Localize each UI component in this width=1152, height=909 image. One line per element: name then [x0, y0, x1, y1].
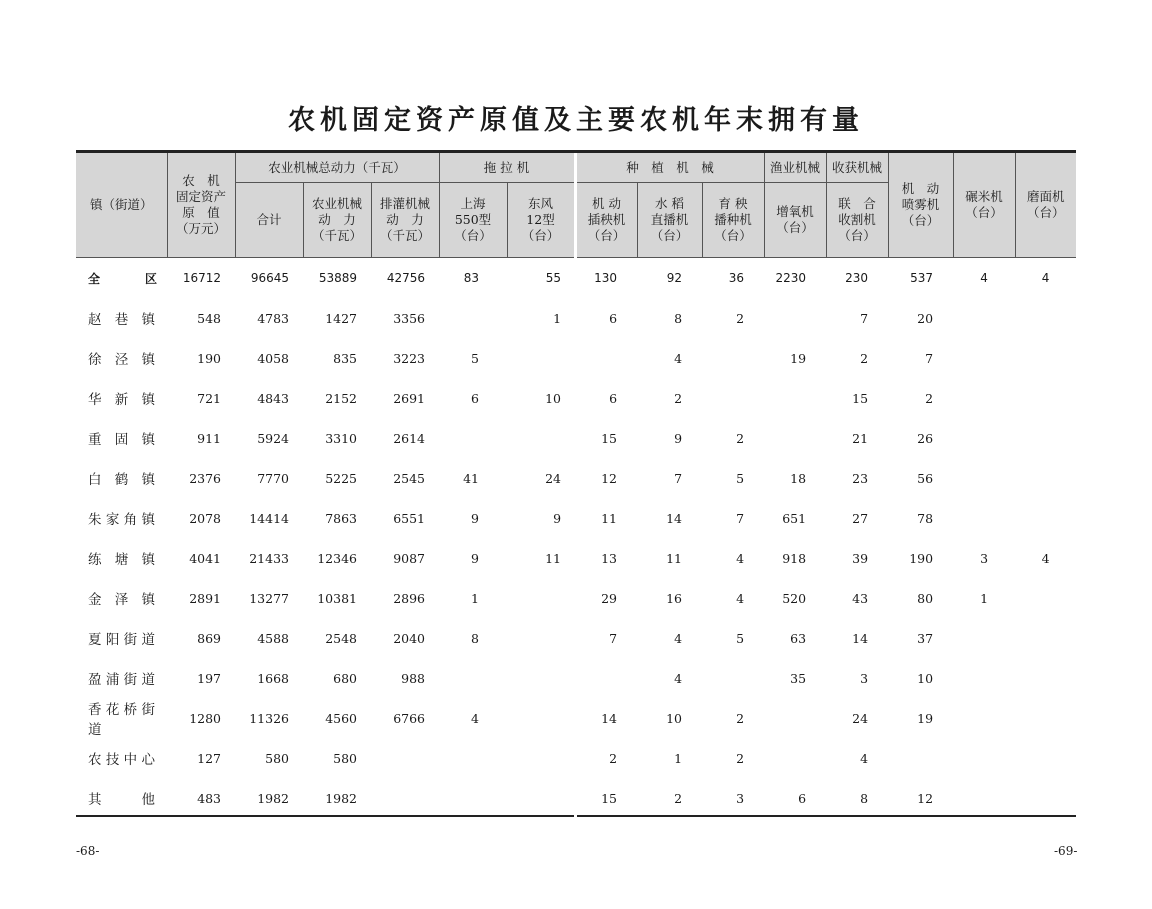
table-cell: 12: [917, 790, 934, 806]
table-cell: 580: [333, 750, 357, 766]
table-row: [76, 578, 1076, 618]
table-cell: 3310: [325, 430, 357, 446]
table-cell: 1982: [325, 790, 357, 806]
table-cell: 7770: [257, 470, 289, 486]
header-transplanter: 机 动 插秧机 （台）: [575, 183, 637, 258]
table-cell: 56: [917, 470, 934, 486]
table-cell: 7: [609, 630, 618, 646]
table-cell: 7863: [325, 510, 357, 526]
table-cell: 988: [401, 670, 425, 686]
table-cell: [371, 738, 439, 778]
table-cell: [371, 778, 439, 818]
table-cell: 3: [860, 670, 869, 686]
table-cell: 2040: [393, 630, 425, 646]
table-cell: 26: [917, 430, 934, 446]
row-town-name: 农技中心: [88, 752, 155, 768]
table-row: [76, 658, 1076, 698]
table-cell: 190: [909, 550, 934, 566]
table-cell: 24: [545, 470, 562, 486]
table-cell: 16: [666, 590, 683, 606]
table-cell: 8: [860, 790, 869, 806]
header-harvest-group: 收获机械: [826, 152, 888, 183]
table-cell: 83: [463, 271, 479, 285]
header-tractor-shanghai: 上海 550型 （台）: [439, 183, 507, 258]
table-cell: [1015, 458, 1076, 498]
table-row: [76, 498, 1076, 538]
table-cell: [1015, 418, 1076, 458]
table-cell: 9: [553, 510, 562, 526]
table-row: [76, 538, 1076, 578]
header-power-total: 合计: [235, 183, 303, 258]
table-cell: 651: [782, 510, 807, 526]
table-cell: 7: [860, 310, 869, 326]
table-cell: [507, 578, 575, 618]
bottom-rule-left: [76, 815, 574, 817]
table-cell: 3356: [393, 310, 425, 326]
table-cell: 14: [666, 510, 683, 526]
table-cell: 37: [917, 630, 934, 646]
header-nursery-seeder: 育 秧 播种机 （台）: [702, 183, 764, 258]
table-cell: 21: [852, 430, 869, 446]
table-cell: [1015, 618, 1076, 658]
row-town-name: 白 鹤 镇: [88, 472, 155, 488]
table-cell: 23: [852, 470, 869, 486]
table-cell: 15: [601, 430, 618, 446]
table-cell: [507, 618, 575, 658]
table-cell: [953, 698, 1015, 738]
table-cell: [764, 698, 826, 738]
table-cell: 9087: [393, 550, 425, 566]
header-power-irrigation: 排灌机械 动 力 （千瓦）: [371, 183, 439, 258]
table-cell: [953, 498, 1015, 538]
table-row: [76, 778, 1076, 818]
table-cell: [1015, 298, 1076, 338]
table-cell: [439, 418, 507, 458]
table-cell: 2078: [189, 510, 221, 526]
table-cell: 4: [860, 750, 869, 766]
table-cell: 96645: [250, 271, 289, 285]
table-cell: 19: [790, 350, 807, 366]
table-cell: 1427: [325, 310, 357, 326]
table-cell: 2230: [775, 271, 807, 285]
statistics-table-wrapper: [76, 150, 1076, 818]
table-body: [76, 258, 1076, 819]
table-cell: 80: [917, 590, 934, 606]
table-cell: 127: [197, 750, 221, 766]
table-cell: 230: [845, 271, 869, 285]
table-cell: 14: [601, 710, 618, 726]
table-cell: 21433: [249, 550, 289, 566]
row-town-name: 盈浦街道: [88, 672, 155, 688]
header-power-group: 农业机械总动力（千瓦）: [235, 152, 439, 183]
table-cell: 4843: [257, 390, 289, 406]
table-cell: [1015, 778, 1076, 818]
table-cell: 53889: [318, 271, 357, 285]
table-cell: 10381: [317, 590, 357, 606]
page-title: 农机固定资产原值及主要农机年末拥有量: [288, 105, 864, 136]
table-cell: [1015, 658, 1076, 698]
table-cell: 4: [1041, 271, 1050, 285]
table-cell: 2: [736, 750, 745, 766]
table-cell: 6: [798, 790, 807, 806]
header-rice-mill: 碾米机 （台）: [953, 152, 1015, 258]
table-cell: [953, 458, 1015, 498]
table-cell: 2: [736, 310, 745, 326]
table-cell: 12346: [317, 550, 357, 566]
table-cell: 4: [980, 271, 988, 285]
page-number-right: -69-: [1054, 844, 1078, 858]
table-cell: [953, 418, 1015, 458]
table-cell: 4588: [257, 630, 289, 646]
table-cell: [702, 338, 764, 378]
row-town-name: 金 泽 镇: [88, 592, 155, 608]
table-cell: 7: [674, 470, 683, 486]
table-cell: 2: [674, 390, 683, 406]
table-cell: 2614: [393, 430, 425, 446]
table-cell: 15: [852, 390, 869, 406]
table-cell: 4: [736, 550, 745, 566]
table-cell: [439, 298, 507, 338]
row-town-name: 其 他: [88, 792, 155, 808]
table-cell: 5225: [325, 470, 357, 486]
table-cell: 4560: [325, 710, 357, 726]
table-cell: 10: [666, 710, 683, 726]
table-cell: [888, 738, 953, 778]
row-town-name: 朱家角镇: [88, 512, 155, 528]
table-cell: 869: [197, 630, 221, 646]
table-cell: 10: [545, 390, 562, 406]
table-cell: [953, 338, 1015, 378]
table-row: [76, 298, 1076, 338]
table-row: [76, 738, 1076, 778]
header-fishery-group: 渔业机械: [764, 152, 826, 183]
table-cell: 548: [197, 310, 221, 326]
table-cell: 27: [852, 510, 869, 526]
header-tractor-dongfeng: 东风 12型 （台）: [507, 183, 575, 258]
table-row: [76, 378, 1076, 418]
table-cell: 11: [601, 510, 618, 526]
table-cell: 29: [601, 590, 618, 606]
table-cell: [1015, 698, 1076, 738]
table-cell: 41: [463, 470, 479, 486]
header-flour-mill: 磨面机 （台）: [1015, 152, 1076, 258]
table-cell: 483: [197, 790, 221, 806]
table-cell: [575, 338, 637, 378]
table-cell: 20: [917, 310, 934, 326]
table-cell: 13277: [249, 590, 289, 606]
table-cell: 1: [471, 590, 479, 606]
table-row: [76, 698, 1076, 738]
table-cell: 580: [265, 750, 289, 766]
table-cell: 63: [790, 630, 807, 646]
table-cell: 1: [980, 590, 989, 606]
table-cell: 4: [674, 670, 683, 686]
table-cell: 39: [852, 550, 869, 566]
row-town-name: 徐 泾 镇: [88, 352, 155, 368]
table-cell: 721: [197, 390, 221, 406]
table-row: [76, 418, 1076, 458]
table-cell: 2891: [189, 590, 221, 606]
table-cell: 11: [545, 550, 562, 566]
table-cell: 7: [925, 350, 934, 366]
table-cell: 3: [980, 550, 989, 566]
table-cell: 14: [852, 630, 869, 646]
table-cell: [1015, 738, 1076, 778]
table-cell: 1982: [257, 790, 289, 806]
table-cell: [953, 738, 1015, 778]
table-row-total: [76, 258, 1076, 299]
table-cell: 2: [674, 790, 683, 806]
table-cell: 2: [925, 390, 934, 406]
table-cell: [507, 698, 575, 738]
table-cell: 16712: [182, 271, 221, 285]
table-cell: 2: [609, 750, 618, 766]
row-town-name: 华 新 镇: [88, 392, 155, 408]
table-cell: 55: [545, 271, 562, 285]
table-cell: 911: [197, 430, 221, 446]
header-direct-seeder: 水 稻 直播机 （台）: [637, 183, 702, 258]
table-cell: 6766: [393, 710, 425, 726]
row-town-name: 全 区: [88, 271, 157, 286]
table-cell: 680: [333, 670, 357, 686]
table-cell: 6: [471, 390, 479, 406]
table-cell: 5: [471, 350, 479, 366]
row-town-name: 赵 巷 镇: [88, 312, 155, 328]
table-cell: 2152: [325, 390, 357, 406]
table-cell: [702, 378, 764, 418]
table-cell: 4: [736, 590, 745, 606]
table-cell: 24: [852, 710, 869, 726]
table-cell: [764, 418, 826, 458]
table-cell: 2: [736, 710, 745, 726]
table-cell: 4783: [257, 310, 289, 326]
table-cell: 3: [736, 790, 745, 806]
table-cell: 42756: [386, 271, 425, 285]
table-cell: 3223: [393, 350, 425, 366]
header-combine-harvester: 联 合 收割机 （台）: [826, 183, 888, 258]
table-cell: 1668: [257, 670, 289, 686]
table-cell: 7: [736, 510, 745, 526]
table-cell: [953, 778, 1015, 818]
table-cell: 10: [917, 670, 934, 686]
table-cell: 8: [674, 310, 683, 326]
table-cell: 78: [917, 510, 934, 526]
table-cell: 14414: [249, 510, 289, 526]
statistics-table: [76, 150, 1076, 818]
header-power-agri: 农业机械 动 力 （千瓦）: [303, 183, 371, 258]
row-town-name: 夏阳街道: [88, 632, 155, 648]
table-cell: [953, 298, 1015, 338]
table-cell: 4: [674, 350, 683, 366]
table-cell: [507, 738, 575, 778]
table-cell: [1015, 578, 1076, 618]
table-cell: 9: [471, 550, 479, 566]
row-town-name: 重 固 镇: [88, 432, 155, 448]
table-cell: 8: [471, 630, 479, 646]
table-cell: 2: [736, 430, 745, 446]
header-town: 镇（街道）: [76, 152, 167, 258]
table-cell: 6551: [393, 510, 425, 526]
table-cell: 2545: [393, 470, 425, 486]
table-cell: 9: [674, 430, 683, 446]
header-sprayer: 机 动 喷雾机 （台）: [888, 152, 953, 258]
table-row: [76, 338, 1076, 378]
table-cell: [764, 738, 826, 778]
table-cell: 4: [1041, 550, 1050, 566]
table-cell: 13: [601, 550, 618, 566]
table-cell: [507, 418, 575, 458]
table-cell: 2896: [393, 590, 425, 606]
bottom-rule-right: [577, 815, 1076, 817]
table-cell: 6: [609, 310, 618, 326]
table-cell: 11: [666, 550, 683, 566]
table-row: [76, 458, 1076, 498]
table-cell: 11326: [249, 710, 289, 726]
table-cell: 9: [471, 510, 479, 526]
table-cell: 4041: [189, 550, 221, 566]
table-cell: 520: [782, 590, 807, 606]
table-cell: [507, 658, 575, 698]
table-cell: 92: [666, 271, 683, 285]
table-cell: [507, 338, 575, 378]
table-cell: 35: [790, 670, 807, 686]
table-cell: 918: [782, 550, 807, 566]
table-cell: [1015, 498, 1076, 538]
table-cell: 2548: [325, 630, 357, 646]
table-cell: 4: [674, 630, 683, 646]
table-cell: 4: [471, 710, 479, 726]
table-cell: 5: [736, 630, 745, 646]
table-cell: 1: [674, 750, 683, 766]
table-cell: [764, 298, 826, 338]
table-cell: 43: [852, 590, 869, 606]
table-cell: [764, 378, 826, 418]
table-cell: [953, 658, 1015, 698]
table-cell: [439, 778, 507, 818]
table-cell: [1015, 338, 1076, 378]
header-planting-group: 种 植 机 械: [575, 152, 764, 183]
header-tractor-group: 拖 拉 机: [439, 152, 575, 183]
table-cell: 4058: [257, 350, 289, 366]
row-town-name: 练 塘 镇: [88, 552, 155, 568]
table-cell: 1: [553, 310, 562, 326]
header-fixed-assets: 农 机 固定资产 原 值 （万元）: [167, 152, 235, 258]
table-cell: [439, 658, 507, 698]
table-cell: [1015, 378, 1076, 418]
table-cell: [507, 778, 575, 818]
table-cell: 19: [917, 710, 934, 726]
table-cell: 1280: [189, 710, 221, 726]
page-number-left: -68-: [76, 844, 100, 858]
table-cell: 2376: [189, 470, 221, 486]
table-cell: [702, 658, 764, 698]
table-cell: 12: [601, 470, 618, 486]
table-cell: 2691: [393, 390, 425, 406]
table-row: [76, 618, 1076, 658]
table-cell: [953, 618, 1015, 658]
table-cell: 130: [594, 271, 618, 285]
table-cell: [953, 378, 1015, 418]
table-cell: 190: [197, 350, 221, 366]
table-cell: 6: [609, 390, 618, 406]
table-cell: 36: [728, 271, 745, 285]
table-cell: 18: [790, 470, 807, 486]
table-cell: 2: [860, 350, 869, 366]
row-town-name: 香花桥街道: [88, 702, 155, 738]
table-cell: [575, 658, 637, 698]
header-aerator: 增氧机 （台）: [764, 183, 826, 258]
table-cell: 537: [910, 271, 934, 285]
table-cell: [439, 738, 507, 778]
table-cell: 5: [736, 470, 745, 486]
table-cell: 197: [197, 670, 221, 686]
table-cell: 5924: [257, 430, 289, 446]
table-cell: 835: [333, 350, 357, 366]
table-cell: 15: [601, 790, 618, 806]
